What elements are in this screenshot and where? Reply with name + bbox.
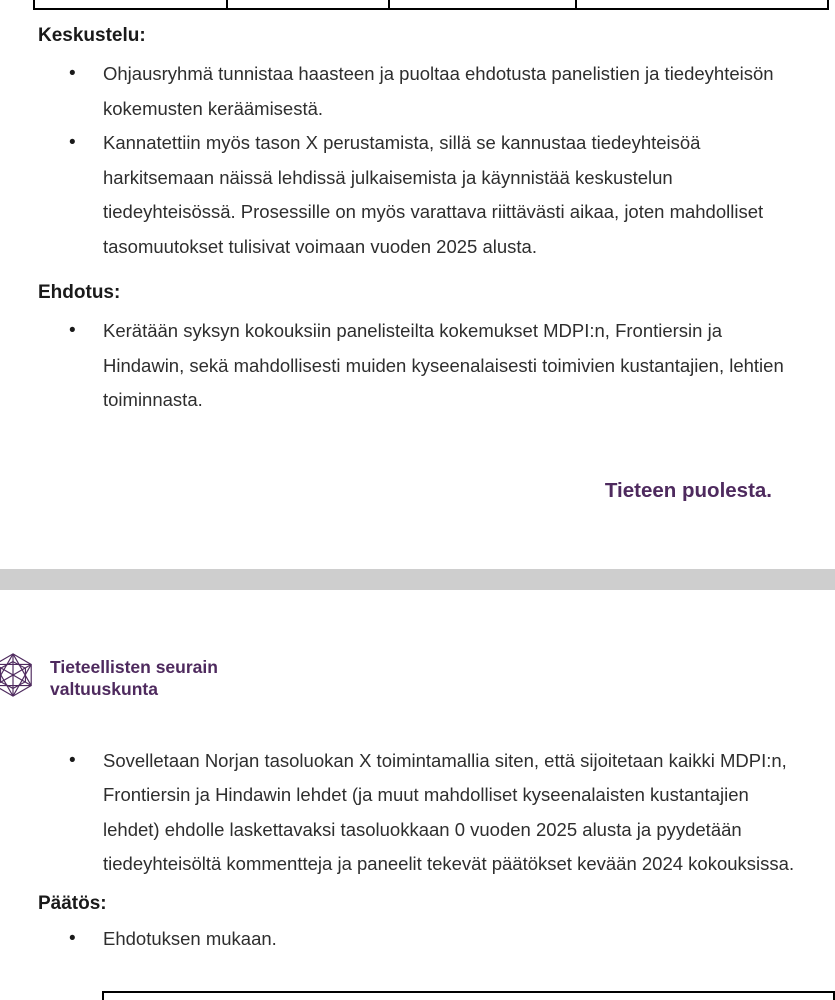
tsv-logo-text-line2: valtuuskunta <box>50 678 158 699</box>
decision-list <box>38 922 795 957</box>
tsv-logo <box>0 652 835 710</box>
slogan-tieteen-puolesta: Tieteen puolesta. <box>604 478 772 502</box>
table-fragment-bottom <box>0 991 835 1000</box>
list-item: • Sovelletaan Norjan tasoluokan X toimintamallia siten, että sijoitetaan kaikki MDPI:n, Frontiersin ja Hindawin lehdet (ja muut mahdolliset kyseenalaisten kustantajien lehdet) ehdolle laskettavaksi tasoluokkaan 0 vuoden 2025 alusta ja pyydetään tiedeyhteisöltä kommentteja ja paneelit tekevät päätökset kevään 2024 kokouksissa. <box>103 744 795 882</box>
heading-keskustelu: Keskustelu: <box>38 25 146 46</box>
table-border <box>33 8 829 10</box>
list-item: • Kannatettiin myös tason X perustamista, sillä se kannustaa tiedeyhteisöä harkitsemaan näissä lehdissä julkaisemista ja käynnistää keskustelun tiedeyhteisössä. Prosessille on myös varattava riittävästi aikaa, joten mahdolliset tasomuutokset tulisivat voimaan vuoden 2025 alusta. <box>103 126 795 264</box>
page2-list <box>38 744 795 882</box>
list-item: • Kerätään syksyn kokouksiin panelisteilta kokemukset MDPI:n, Frontiersin ja Hindawin, sekä mahdollisesti muiden kyseenalaisesti toimivien kustantajien, lehtien toiminnasta. <box>103 314 795 418</box>
list-item: • Ehdotuksen mukaan. <box>103 922 795 957</box>
tsv-logo-text <box>50 657 218 700</box>
page-separator <box>0 569 835 590</box>
discussion-list <box>38 57 795 264</box>
tsv-logo-icon <box>0 652 36 710</box>
list-item: • Ohjausryhmä tunnistaa haasteen ja puoltaa ehdotusta panelistien ja tiedeyhteisön kokemusten keräämisestä. <box>103 57 795 126</box>
tsv-logo-text-line1: Tieteellisten seurain <box>50 657 218 677</box>
proposal-list <box>38 314 795 418</box>
heading-ehdotus: Ehdotus: <box>38 282 121 303</box>
table-border <box>102 993 104 1000</box>
heading-paatos: Päätös: <box>38 892 107 914</box>
table-border <box>102 991 835 993</box>
page2-body <box>0 744 835 957</box>
table-fragment-top <box>0 0 835 10</box>
page2-content <box>0 652 835 956</box>
